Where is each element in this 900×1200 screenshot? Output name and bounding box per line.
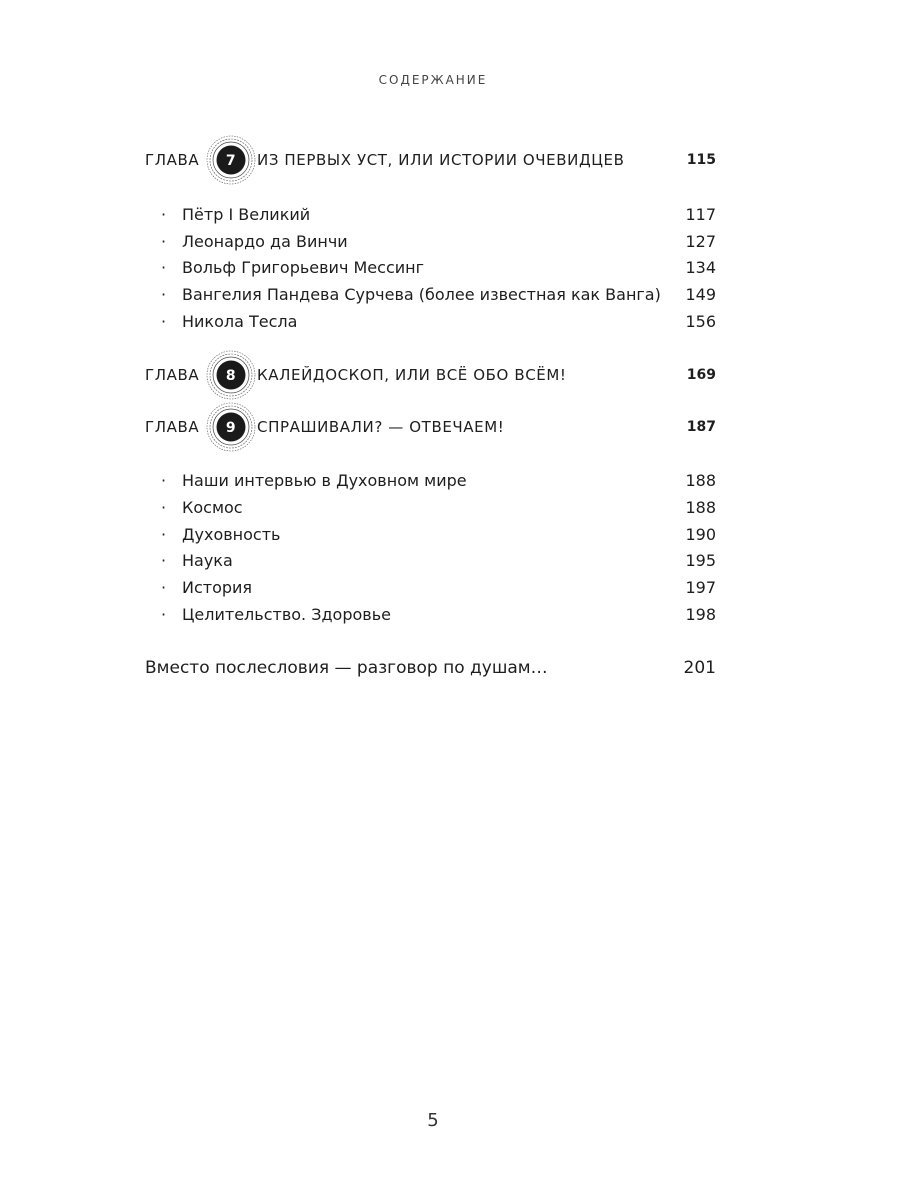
list-item[interactable] bbox=[145, 494, 716, 520]
item-page: 198 bbox=[685, 604, 716, 624]
list-item[interactable] bbox=[145, 228, 716, 254]
item-label: Целительство. Здоровье bbox=[182, 604, 391, 624]
item-label: Вольф Григорьевич Мессинг bbox=[182, 257, 424, 277]
bullet-icon: · bbox=[161, 550, 167, 570]
item-page: 190 bbox=[685, 524, 716, 544]
item-page: 188 bbox=[685, 497, 716, 517]
item-page: 197 bbox=[685, 577, 716, 597]
afterword-page: 201 bbox=[683, 658, 716, 678]
bullet-icon: · bbox=[161, 524, 167, 544]
list-item[interactable] bbox=[145, 201, 716, 227]
bullet-icon: · bbox=[161, 604, 167, 624]
chapter-number-badge bbox=[205, 349, 257, 401]
item-label: Духовность bbox=[182, 524, 281, 544]
chapter-9-heading[interactable] bbox=[145, 401, 716, 453]
chapter-title: ИЗ ПЕРВЫХ УСТ, ИЛИ ИСТОРИИ ОЧЕВИДЦЕВ bbox=[257, 151, 625, 169]
bullet-icon: · bbox=[161, 257, 167, 277]
item-page: 156 bbox=[685, 311, 716, 331]
item-label: Леонардо да Винчи bbox=[182, 231, 348, 251]
chapter-number-badge bbox=[205, 134, 257, 186]
bullet-icon: · bbox=[161, 577, 167, 597]
chapter-page: 169 bbox=[686, 367, 716, 383]
list-item[interactable] bbox=[145, 281, 716, 307]
list-item[interactable] bbox=[145, 467, 716, 493]
item-label: Пётр I Великий bbox=[182, 204, 311, 224]
bullet-icon: · bbox=[161, 470, 167, 490]
list-item[interactable] bbox=[145, 521, 716, 547]
chapter-number: 8 bbox=[225, 368, 237, 384]
chapter-7-heading[interactable] bbox=[145, 134, 716, 186]
item-label: Никола Тесла bbox=[182, 311, 298, 331]
chapter-number: 7 bbox=[225, 153, 237, 169]
page-number: 5 bbox=[427, 1110, 439, 1131]
item-page: 149 bbox=[685, 284, 716, 304]
item-label: Наши интервью в Духовном мире bbox=[182, 470, 467, 490]
chapter-page: 115 bbox=[686, 152, 716, 168]
chapter-word: ГЛАВА bbox=[145, 366, 200, 384]
running-head: СОДЕРЖАНИЕ bbox=[378, 73, 488, 87]
item-label: Космос bbox=[182, 497, 243, 517]
chapter-number-badge bbox=[205, 401, 257, 453]
list-item[interactable] bbox=[145, 308, 716, 334]
afterword-label: Вместо послесловия — разговор по душам… bbox=[145, 658, 548, 678]
chapter-page: 187 bbox=[686, 419, 716, 435]
bullet-icon: · bbox=[161, 284, 167, 304]
bullet-icon: · bbox=[161, 204, 167, 224]
bullet-icon: · bbox=[161, 311, 167, 331]
chapter-8-heading[interactable] bbox=[145, 349, 716, 401]
list-item[interactable] bbox=[145, 547, 716, 573]
item-label: История bbox=[182, 577, 253, 597]
item-page: 188 bbox=[685, 470, 716, 490]
list-item[interactable] bbox=[145, 601, 716, 627]
chapter-word: ГЛАВА bbox=[145, 418, 200, 436]
item-label: Наука bbox=[182, 550, 233, 570]
bullet-icon: · bbox=[161, 497, 167, 517]
chapter-word: ГЛАВА bbox=[145, 151, 200, 169]
item-page: 195 bbox=[685, 550, 716, 570]
chapter-number: 9 bbox=[225, 420, 237, 436]
item-page: 127 bbox=[685, 231, 716, 251]
list-item[interactable] bbox=[145, 254, 716, 280]
item-page: 134 bbox=[685, 257, 716, 277]
afterword-entry[interactable] bbox=[145, 654, 716, 682]
chapter-title: КАЛЕЙДОСКОП, ИЛИ ВСЁ ОБО ВСЁМ! bbox=[257, 366, 567, 384]
item-page: 117 bbox=[685, 204, 716, 224]
chapter-title: СПРАШИВАЛИ? — ОТВЕЧАЕМ! bbox=[257, 418, 505, 436]
list-item[interactable] bbox=[145, 574, 716, 600]
bullet-icon: · bbox=[161, 231, 167, 251]
item-label: Вангелия Пандева Сурчева (более известная как Ванга) bbox=[182, 284, 661, 304]
